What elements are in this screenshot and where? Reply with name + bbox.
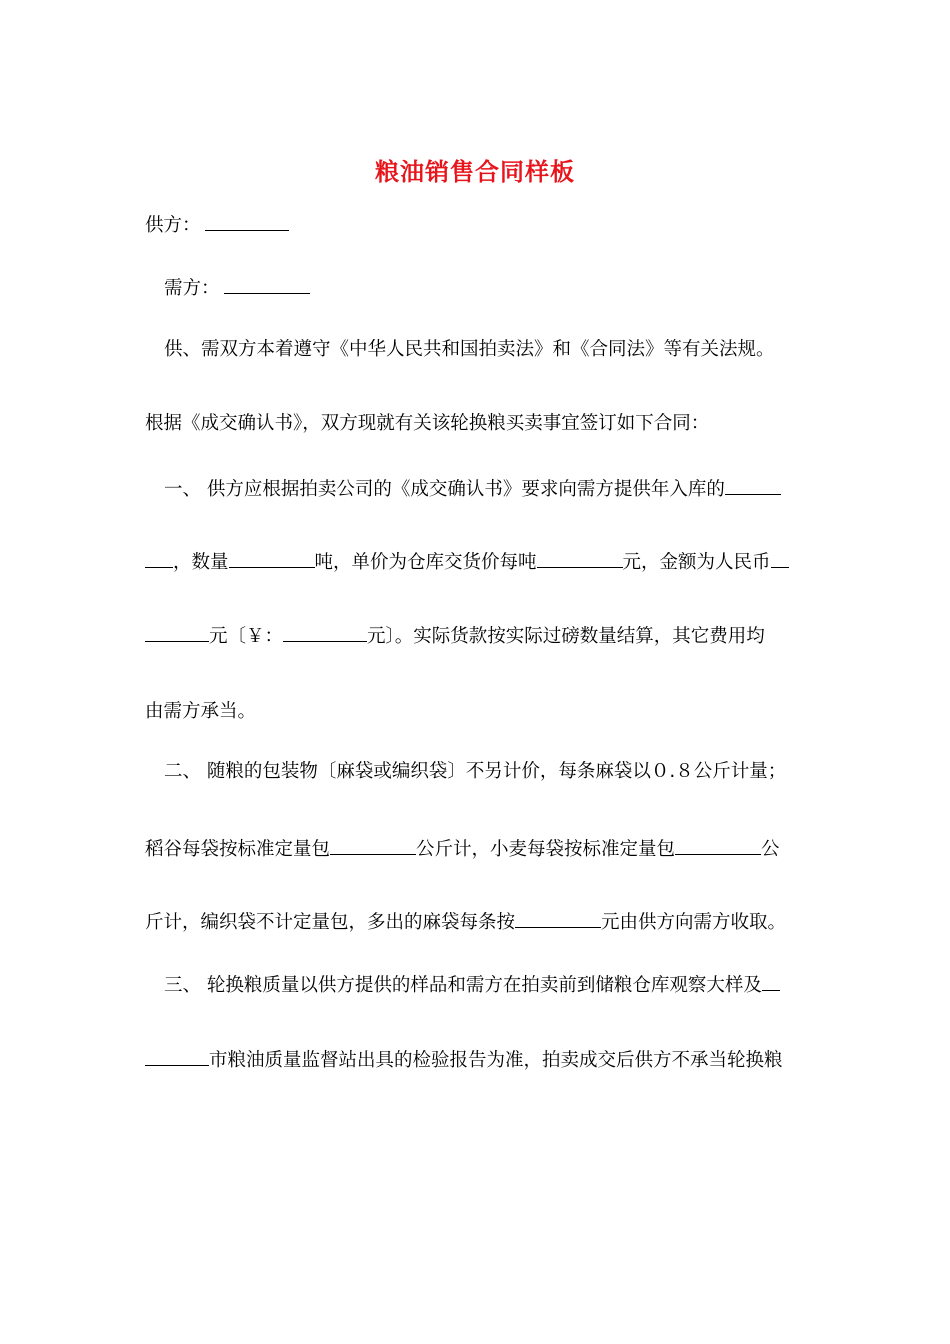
clause-1-line-1 [164, 476, 829, 502]
rice-weight-blank [330, 836, 416, 855]
clause-1-text-1: 一、 供方应根据拍卖公司的《成交确认书》要求向需方提供年入库的 [164, 479, 725, 500]
buyer-blank [224, 275, 310, 294]
clause-3-text-2: 市粮油质量监督站出具的检验报告为准，拍卖成交后供方不承当轮换粮 [209, 1050, 783, 1071]
clause-2-text-2b: 公斤计，小麦每袋按标准定量包 [416, 839, 676, 860]
quantity-blank [229, 549, 315, 568]
clause-3-line-2 [145, 1047, 810, 1073]
clause-2-line-2 [145, 836, 810, 862]
clause-2-text-2c: 公 [761, 839, 780, 860]
clause-1-line-4: 由需方承当。 [145, 701, 257, 722]
grain-type-blank [145, 549, 173, 568]
amount-figures-blank [283, 623, 367, 642]
clause-2-text-2a: 稻谷每袋按标准定量包 [145, 839, 331, 860]
clause-2-line-1: 二、 随粮的包装物〔麻袋或编织袋〕不另计价，每条麻袋以０.８公斤计量； [164, 761, 787, 782]
amount-blank-start [771, 549, 789, 568]
document-title: 粮油销售合同样板 [375, 158, 575, 186]
supplier-line [145, 212, 810, 238]
clause-3-text-1: 三、 轮换粮质量以供方提供的样品和需方在拍卖前到储粮仓库观察大样及 [164, 975, 762, 996]
buyer-label: 需方： [164, 278, 220, 299]
clause-1-line-2 [145, 549, 810, 575]
intro-paragraph-line: 供、需双方本着遵守《中华人民共和国拍卖法》和《合同法》等有关法规。 [164, 339, 775, 360]
year-blank [725, 476, 781, 495]
buyer-line [164, 275, 829, 301]
city-blank-start [762, 972, 780, 991]
clause-2-text-3b: 元由供方向需方收取。 [601, 912, 787, 933]
supplier-label: 供方： [145, 215, 201, 236]
clause-3-line-1 [164, 972, 829, 998]
intro-basis-line: 根据《成交确认书》，双方现就有关该轮换粮买卖事宜签订如下合同： [145, 413, 710, 434]
clause-1-text-2a: ，数量 [173, 552, 229, 573]
clause-1-line-3 [145, 623, 810, 649]
sack-fee-blank [515, 909, 601, 928]
clause-1-text-2b: 吨，单价为仓库交货价每吨 [314, 552, 537, 573]
clause-2-line-3 [145, 909, 810, 935]
clause-2-text-3a: 斤计，编织袋不计定量包，多出的麻袋每条按 [145, 912, 516, 933]
supplier-blank [205, 212, 289, 231]
amount-blank-end [145, 623, 209, 642]
clause-1-text-3a: 元〔￥： [209, 626, 284, 647]
clause-1-text-3b: 元〕。实际货款按实际过磅数量结算，其它费用均 [367, 626, 765, 647]
city-blank-end [145, 1047, 209, 1066]
clause-1-text-2c: 元，金额为人民币 [622, 552, 771, 573]
unit-price-blank [537, 549, 623, 568]
wheat-weight-blank [675, 836, 761, 855]
